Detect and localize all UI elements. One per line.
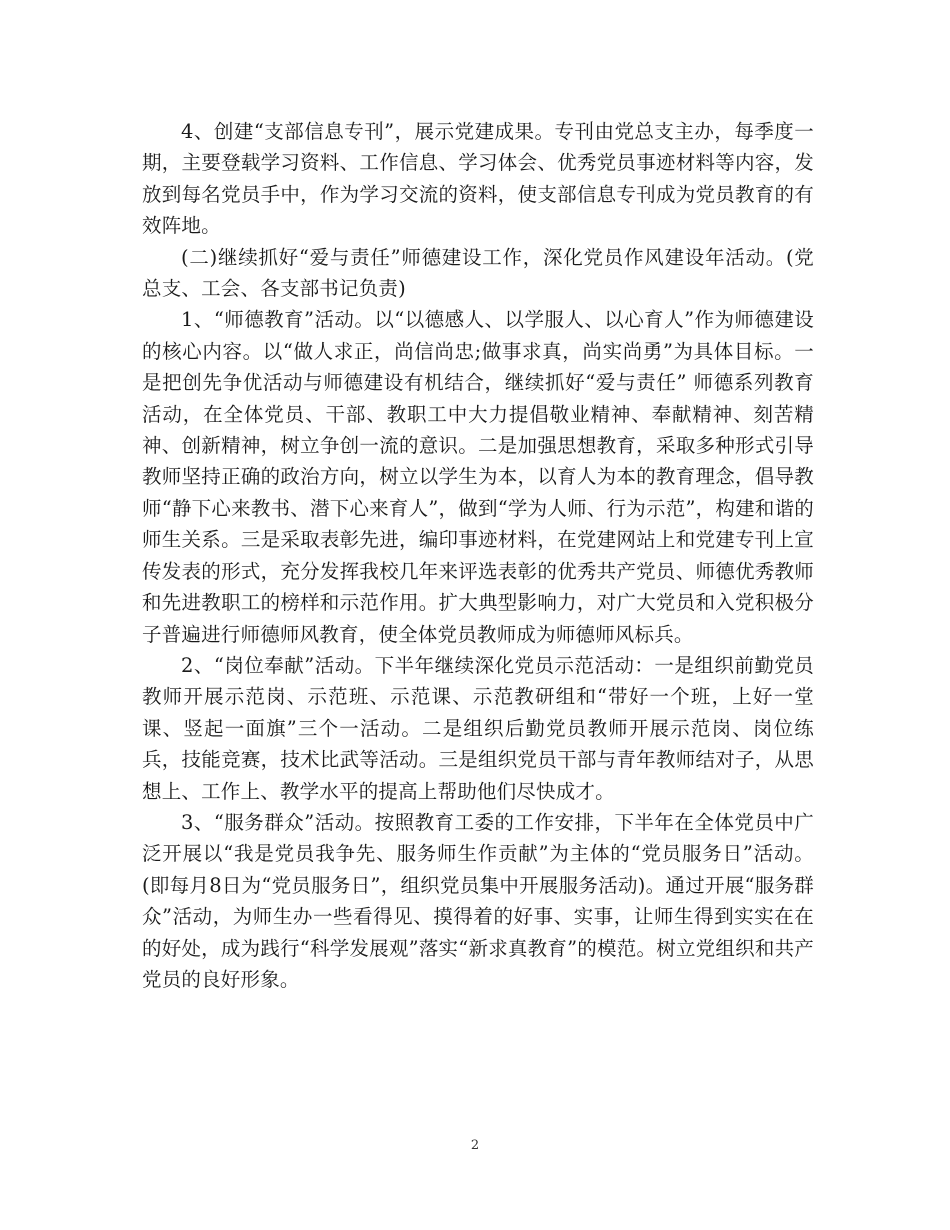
- document-body: [142, 116, 814, 995]
- paragraph-ethics-education: 1、“师德教育”活动。以“以德感人、以学服人、以心育人”作为师德建设的核心内容。以“做人求正，尚信尚忠;做事求真，尚实尚勇”为具体目标。一是把创先争优活动与师德建设有机结合，继续抓好“爱与责任” 师德系列教育活动，在全体党员、干部、教职工中大力提倡敬业精神、奉献精神、刻苦精神、创新精神，树立争创一流的意识。二是加强思想教育，采取多种形式引导教师坚持正确的政治方向，树立以学生为本，以育人为本的教育理念，倡导教师“静下心来教书、潜下心来育人”，做到“学为人师、行为示范”，构建和谐的师生关系。三是采取表彰先进，编印事迹材料，在党建网站上和党建专刊上宣传发表的形式，充分发挥我校几年来评选表彰的优秀共产党员、师德优秀教师和先进教职工的榜样和示范作用。扩大典型影响力，对广大党员和入党积极分子普遍进行师德师风教育，使全体党员教师成为师德师风标兵。: [142, 308, 814, 646]
- paragraph-publication: 4、创建“支部信息专刊”，展示党建成果。专刊由党总支主办，每季度一期，主要登载学习资料、工作信息、学习体会、优秀党员事迹材料等内容，发放到每名党员手中，作为学习交流的资料，使支部信息专刊成为党员教育的有效阵地。: [142, 120, 814, 238]
- page-number: 2: [470, 1138, 480, 1153]
- paragraph-section-heading: (二)继续抓好“爱与责任”师德建设工作，深化党员作风建设年活动。(党总支、工会、各支部书记负责): [142, 245, 814, 301]
- paragraph-serve-masses: 3、“服务群众”活动。按照教育工委的工作安排，下半年在全体党员中广泛开展以“我是党员我争先、服务师生作贡献”为主体的“党员服务日”活动。(即每月8日为“党员服务日”，组织党员集中开展服务活动)。通过开展“服务群众”活动，为师生办一些看得见、摸得着的好事、实事，让师生得到实实在在的好处，成为践行“科学发展观”落实“新求真教育”的模范。树立党组织和共产党员的良好形象。: [142, 810, 814, 991]
- paragraph-post-dedication: 2、“岗位奉献”活动。下半年继续深化党员示范活动：一是组织前勤党员教师开展示范岗、示范班、示范课、示范教研组和“带好一个班，上好一堂课、竖起一面旗”三个一活动。二是组织后勤党员教师开展示范岗、岗位练兵，技能竞赛，技术比武等活动。三是组织党员干部与青年教师结对子，从思想上、工作上、教学水平的提高上帮助他们尽快成才。: [142, 653, 814, 803]
